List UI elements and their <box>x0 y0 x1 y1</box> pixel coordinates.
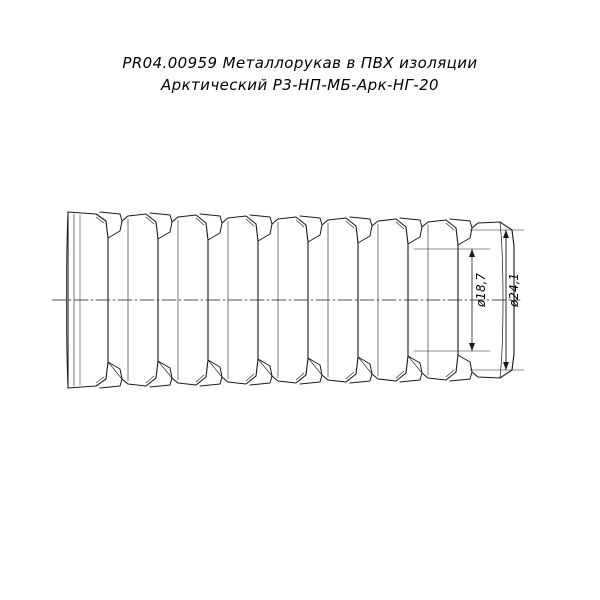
dimension-label-outer-diameter: ø24,1 <box>507 272 522 308</box>
dimension-label-inner-diameter: ø18,7 <box>474 272 489 308</box>
title-line-1: PR04.00959 Металлорукав в ПВХ изоляции <box>122 54 478 72</box>
inner-bore-line <box>108 356 422 379</box>
hose-left-end <box>67 212 69 388</box>
title-line-2: Арктический Р3-НП-МБ-Арк-НГ-20 <box>160 76 439 94</box>
